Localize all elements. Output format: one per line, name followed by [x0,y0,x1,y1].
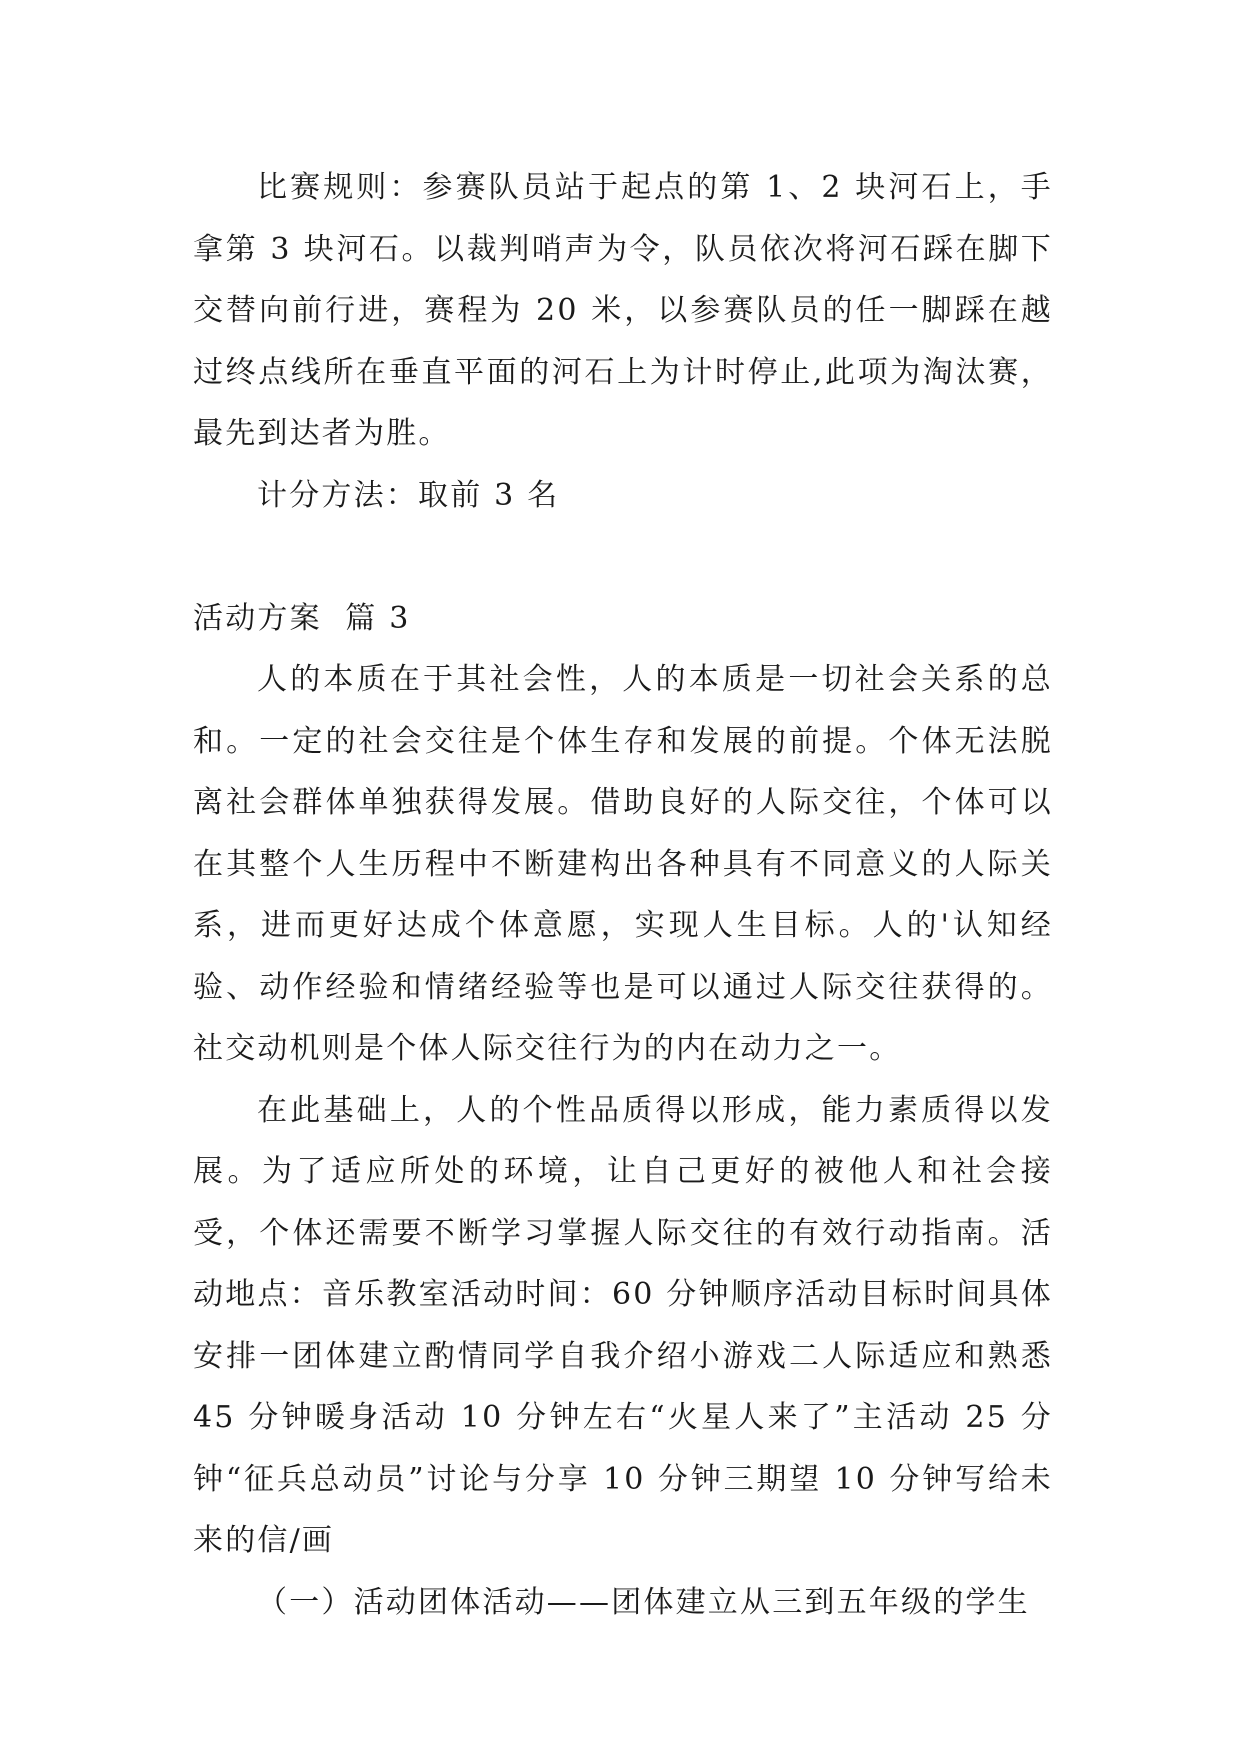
blank-line [193,526,1053,588]
paragraph-intro: 人的本质在于其社会性，人的本质是一切社会关系的总和。一定的社会交往是个体生存和发展的前提。个体无法脱离社会群体单独获得发展。借助良好的人际交往，个体可以在其整个人生历程中不断建构出各种具有不同意义的人际关系，进而更好达成个体意愿，实现人生目标。人的'认知经验、动作经验和情绪经验等也是可以通过人际交往获得的。社交动机则是个体人际交往行为的内在动力之一。 [193,662,1053,1066]
paragraph-section-one: （一）活动团体活动——团体建立从三到五年级的学生 [257,1584,1030,1620]
paragraph-rules: 比赛规则：参赛队员站于起点的第 1、2 块河石上，手拿第 3 块河石。以裁判哨声为令，队员依次将河石踩在脚下交替向前行进，赛程为 20 米，以参赛队员的任一脚踩在越过终点线所在垂直平面的河石上为计时停止,此项为淘汰赛，最先到达者为胜。 [193,170,1053,451]
section-heading: 活动方案 篇 3 [193,600,411,636]
paragraph-basis: 在此基础上，人的个性品质得以形成，能力素质得以发展。为了适应所处的环境，让自己更好的被他人和社会接受，个体还需要不断学习掌握人际交往的有效行动指南。活动地点：音乐教室活动时间：60 分钟顺序活动目标时间具体安排一团体建立酌情同学自我介绍小游戏二人际适应和熟悉 45 分钟暖身活动 10 分钟左右“火星人来了”主活动 25 分钟“征兵总动员”讨论与分享 10 分钟三期望 10 分钟写给未来的信/画 [193,1092,1053,1558]
paragraph-scoring: 计分方法：取前 3 名 [257,477,560,513]
document-body [193,157,1053,1633]
